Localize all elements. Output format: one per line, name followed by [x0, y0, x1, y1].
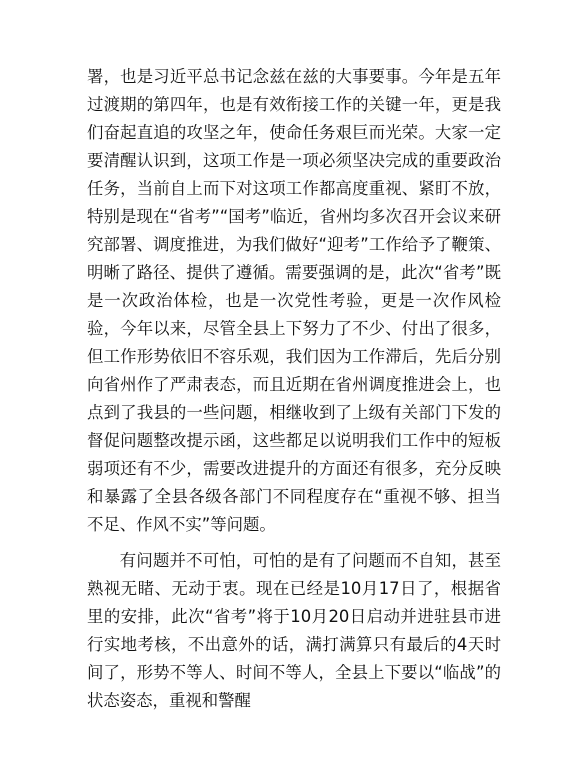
paragraph-2: 有问题并不可怕，可怕的是有了问题而不自知，甚至熟视无睹、无动于衷。现在已经是10月17日了，根据省里的安排，此次“省考”将于10月20日启动并进驻县市进行实地考核，不出意外的话，满打满算只有最后的4天时间了，形势不等人、时间不等人，全县上下要以“临战”的状态姿态，重视和警醒 [87, 551, 501, 710]
document-body [87, 63, 501, 715]
paragraph-1: 署，也是习近平总书记念兹在兹的大事要事。今年是五年过渡期的第四年，也是有效衔接工作的关键一年，更是我们奋起直追的攻坚之年，使命任务艰巨而光荣。大家一定要清醒认识到，这项工作是一项必须坚决完成的重要政治任务，当前自上而下对这项工作都高度重视、紧盯不放，特别是现在“省考”“国考”临近，省州均多次召开会议来研究部署、调度推进，为我们做好“迎考”工作给予了鞭策、明晰了路径、提供了遵循。需要强调的是，此次“省考”既是一次政治体检，也是一次党性考验，更是一次作风检验，今年以来，尽管全县上下努力了不少、付出了很多，但工作形势依旧不容乐观，我们因为工作滞后，先后分别向省州作了严肃表态，而且近期在省州调度推进会上，也点到了我县的一些问题，相继收到了上级有关部门下发的督促问题整改提示函，这些都足以说明我们工作中的短板弱项还有不少，需要改进提升的方面还有很多，充分反映和暴露了全县各级各部门不同程度存在“重视不够、担当不足、作风不实”等问题。 [87, 67, 501, 534]
